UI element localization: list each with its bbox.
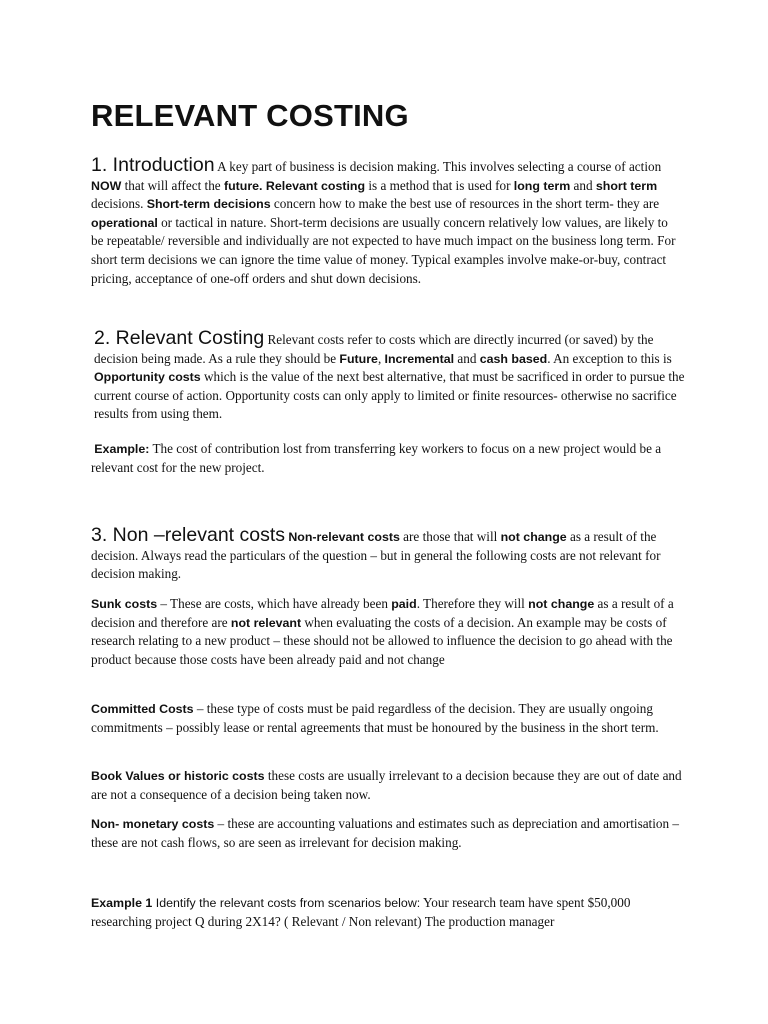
section-heading: 3. Non –relevant costs xyxy=(91,524,286,546)
bold-text: cash based xyxy=(479,351,548,366)
body-text: or tactical in nature. Short-term decisions are usually concern relatively low values, are likely to be repeatable/ reversible and individually are not expected to have much impact on the business long term. For short term decisions we can ignore the time value of money. Typical examples involve make-or-buy, contract pricing, acceptance of one-off orders and shut down decisions. xyxy=(91,214,676,286)
bold-text: paid xyxy=(391,597,417,611)
body-text: – these are accounting valuations and estimates such as depreciation and amortisation – these are not cash flows, so are seen as irrelevant for decision making. xyxy=(91,816,679,850)
body-text: Relevant costs refer to costs which are directly incurred (or saved) by the decision being made. As a rule they should be xyxy=(94,332,654,366)
book-values-paragraph xyxy=(91,767,683,804)
bold-text: Non-relevant costs xyxy=(288,530,400,544)
body-text: – these type of costs must be paid regardless of the decision. They are usually ongoing commitments – possibly lease or rental agreements that must be honoured by the business in the short term. xyxy=(91,701,659,735)
body-text: as a result of a decision and therefore are xyxy=(91,596,674,630)
bold-text: NOW xyxy=(91,178,122,193)
section-relevant-costing xyxy=(91,329,686,424)
bold-text: Short-term decisions xyxy=(146,197,271,212)
bold-text: not change xyxy=(500,530,567,544)
example-label: Example: xyxy=(94,442,150,456)
non-monetary-costs-paragraph xyxy=(91,815,683,852)
section-non-relevant-costs xyxy=(91,526,683,584)
committed-costs-paragraph xyxy=(91,700,683,737)
term-label: Sunk costs xyxy=(91,597,158,611)
body-text: Your research team have spent $50,000 researching project Q during 2X14? ( Relevant / Non relevant) The production manager xyxy=(91,895,631,929)
bold-text: long term xyxy=(513,178,571,193)
bold-text: Future xyxy=(339,351,378,366)
body-text: decisions. xyxy=(91,196,147,212)
bold-text: future. Relevant costing xyxy=(223,178,366,193)
body-text: A key part of business is decision making. This involves selecting a course of action xyxy=(214,159,662,174)
body-text: as a result of the decision. Always read the particulars of the question – but in general the following costs are not relevant for decision making. xyxy=(91,529,661,582)
bold-text: operational xyxy=(91,215,158,230)
body-text: . An exception to this is xyxy=(547,350,672,366)
example-paragraph xyxy=(91,440,683,477)
body-text: , xyxy=(377,350,385,366)
term-label: Book Values or historic costs xyxy=(91,769,265,783)
body-text: that will affect the xyxy=(121,177,224,193)
bold-text: not change xyxy=(528,597,595,611)
body-text: and xyxy=(454,350,480,366)
sunk-costs-paragraph xyxy=(91,595,683,669)
example-1-paragraph xyxy=(91,894,683,931)
example-label: Example 1 xyxy=(91,896,153,910)
body-text: The cost of contribution lost from transferring key workers to focus on a new project would be a relevant cost for the new project. xyxy=(91,441,662,475)
body-text: concern how to make the best use of resources in the short term- they are xyxy=(270,196,660,212)
example-instruction: Identify the relevant costs from scenarios below: xyxy=(152,896,421,910)
body-text: . Therefore they will xyxy=(416,596,529,611)
body-text: are those that will xyxy=(399,529,501,544)
section-introduction xyxy=(91,156,683,288)
section-heading: 2. Relevant Costing xyxy=(94,327,265,349)
term-label: Non- monetary costs xyxy=(91,817,215,831)
bold-text: not relevant xyxy=(230,615,302,630)
term-label: Committed Costs xyxy=(91,702,194,716)
body-text: when evaluating the costs of a decision. An example may be costs of research relating to a new product – these should not be allowed to influence the decision to go ahead with the product because those costs have been already paid and not change xyxy=(91,614,673,667)
body-text: these costs are usually irrelevant to a decision because they are out of date and are not a consequence of a decision being taken now. xyxy=(91,768,682,802)
body-text: is a method that is used for xyxy=(365,177,514,193)
document-title: RELEVANT COSTING xyxy=(91,98,409,133)
body-text: and xyxy=(570,177,596,193)
bold-text: Opportunity costs xyxy=(94,370,201,385)
body-text: – These are costs, which have already been xyxy=(157,596,392,611)
bold-text: Incremental xyxy=(384,351,455,366)
bold-text: short term xyxy=(595,178,658,193)
section-heading: 1. Introduction xyxy=(91,154,215,176)
body-text: which is the value of the next best alternative, that must be sacrificed in order to pursue the current course of action. Opportunity costs can only apply to limited or finite resources- otherwise no sacrifice results from using them. xyxy=(94,369,685,422)
